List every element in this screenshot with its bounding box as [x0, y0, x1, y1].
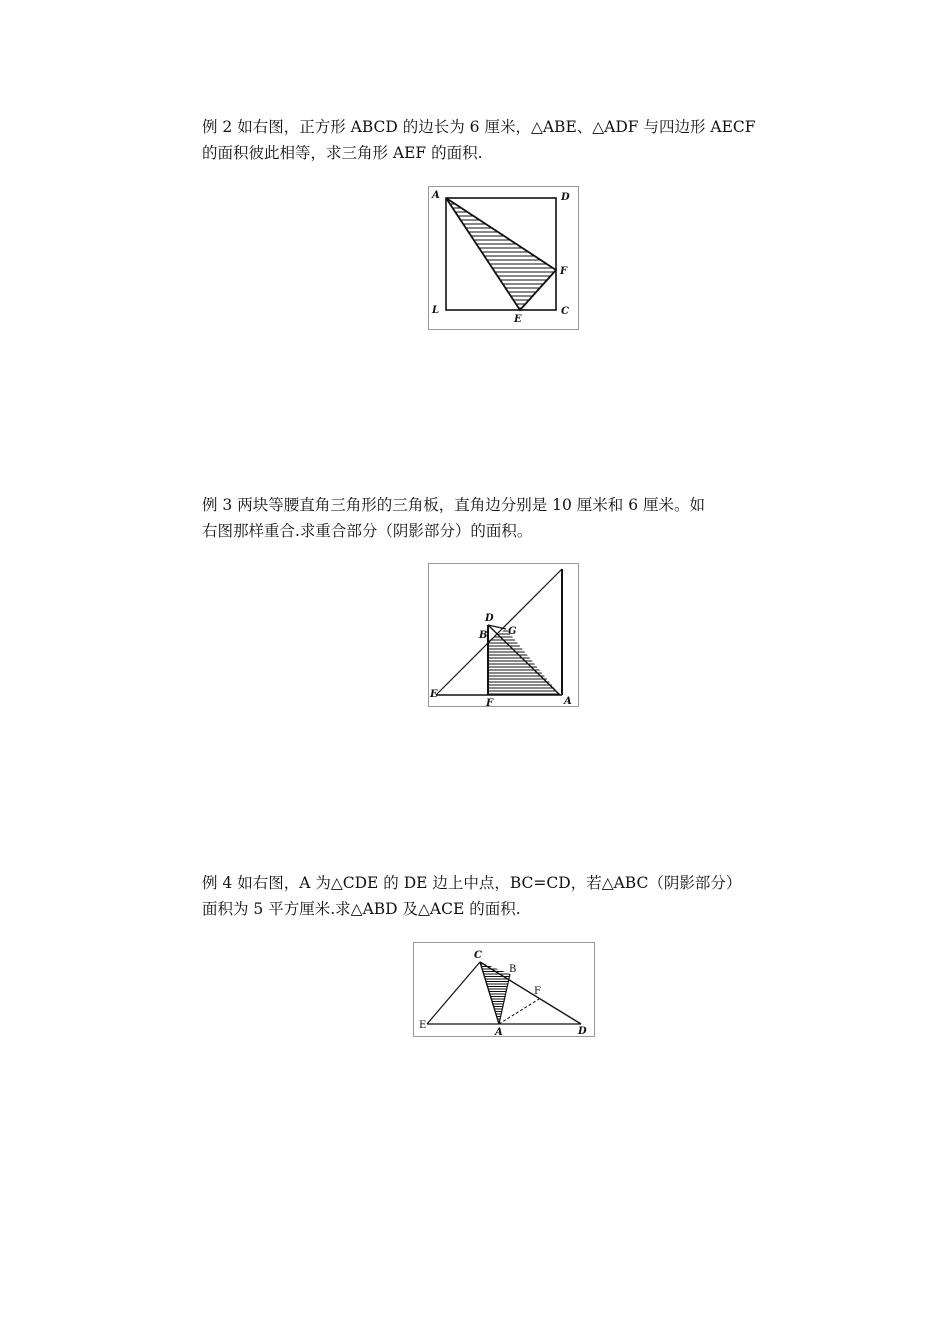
label-f: F — [560, 266, 568, 277]
label-d: D — [561, 192, 570, 203]
shaded-overlap-region — [483, 631, 568, 694]
shaded-triangle-abc — [473, 964, 513, 1024]
label-e: E — [514, 314, 522, 325]
example-3-line-1: 例 3 两块等腰直角三角形的三角板，直角边分别是 10 厘米和 6 厘米。如 — [202, 496, 706, 514]
label-e: E — [419, 1020, 427, 1031]
label-d: D — [485, 613, 494, 624]
label-b: B — [509, 964, 517, 975]
label-b: B — [479, 630, 488, 641]
example-4-line-1: 例 4 如右图，A 为△CDE 的 DE 边上中点，BC=CD，若△ABC（阴影部分） — [202, 874, 742, 892]
example-4-text — [202, 870, 822, 922]
label-a: A — [564, 696, 572, 707]
label-e: E — [430, 689, 438, 700]
example-2-figure — [428, 186, 580, 331]
square-abcd — [446, 198, 556, 310]
example-2-text — [202, 114, 822, 166]
example-2-line-1: 例 2 如右图，正方形 ABCD 的边长为 6 厘米，△ABE、△ADF 与四边形 AECF — [202, 118, 756, 136]
label-f: F — [486, 698, 494, 708]
label-l: L — [432, 305, 440, 316]
label-d: D — [578, 1026, 587, 1037]
label-c: C — [561, 306, 569, 317]
label-c: C — [474, 950, 482, 961]
example-3-text — [202, 492, 822, 544]
example-4-line-2: 面积为 5 平方厘米.求△ABD 及△ACE 的面积. — [202, 900, 521, 918]
label-g: G — [508, 626, 517, 637]
label-a: A — [495, 1027, 503, 1038]
example-3-figure — [428, 563, 580, 708]
label-f: F — [534, 986, 541, 997]
example-3-line-2: 右图那样重合.求重合部分（阴影部分）的面积。 — [202, 522, 533, 540]
example-2-line-2: 的面积彼此相等，求三角形 AEF 的面积. — [202, 144, 483, 162]
example-4-figure — [413, 942, 596, 1038]
label-a: A — [432, 190, 440, 201]
